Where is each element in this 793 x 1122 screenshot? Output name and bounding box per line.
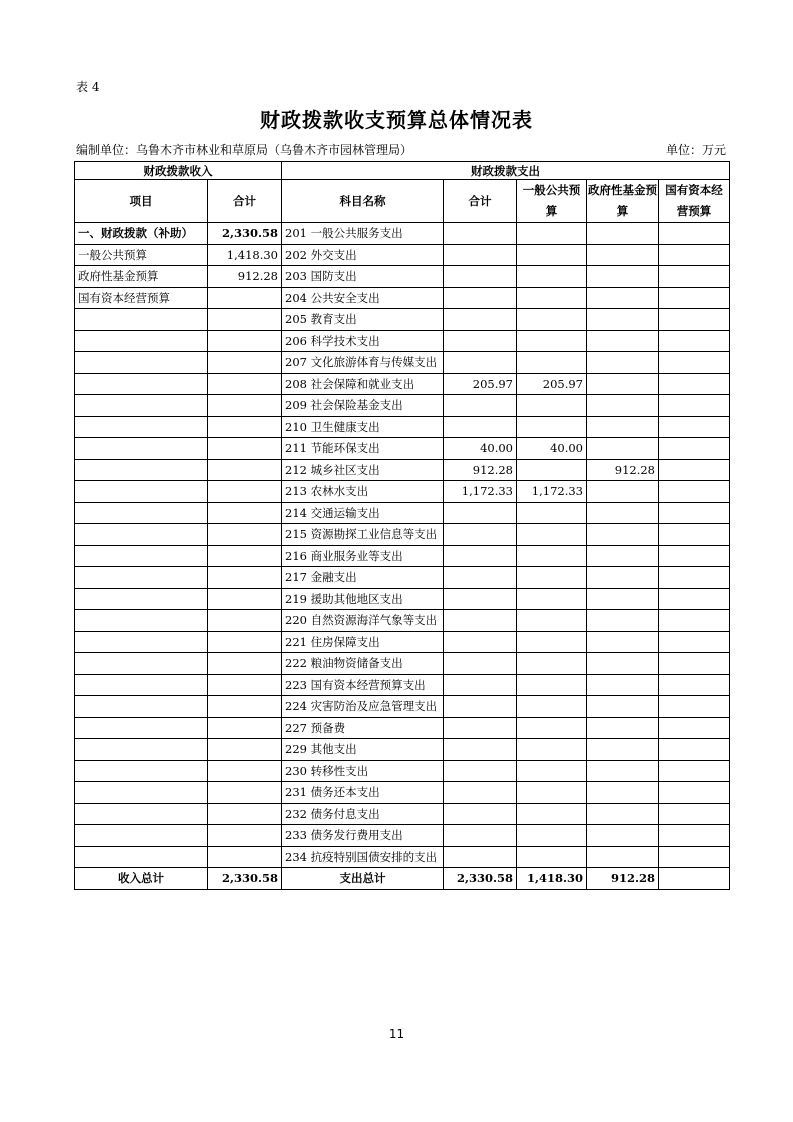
general-budget-cell [517,244,587,266]
table-row [75,717,730,739]
gov-fund-cell [587,266,659,288]
gov-fund-cell [587,567,659,589]
subject-cell: 216 商业服务业等支出 [282,545,444,567]
state-capital-cell [659,631,730,653]
gov-fund-cell [587,438,659,460]
item-amount-cell [208,782,282,804]
expense-total-cell: 205.97 [444,373,517,395]
state-capital-cell [659,266,730,288]
header-row-group [75,162,730,180]
table-row [75,631,730,653]
state-capital-cell [659,330,730,352]
subject-cell: 221 住房保障支出 [282,631,444,653]
subject-cell: 208 社会保障和就业支出 [282,373,444,395]
subject-cell: 202 外交支出 [282,244,444,266]
gov-fund-cell [587,545,659,567]
item-cell [75,782,208,804]
table-row [75,373,730,395]
general-budget-cell [517,223,587,245]
state-capital-cell [659,588,730,610]
state-capital-cell [659,438,730,460]
income-group-header: 财政拨款收入 [75,162,282,180]
state-capital-cell [659,653,730,675]
gov-fund-cell [587,395,659,417]
expense-total-cell [444,502,517,524]
subject-cell: 229 其他支出 [282,739,444,761]
subject-cell: 219 援助其他地区支出 [282,588,444,610]
item-amount-cell [208,373,282,395]
expense-total-cell: 912.28 [444,459,517,481]
item-amount-cell [208,653,282,675]
expense-total-cell [444,287,517,309]
table-row [75,545,730,567]
general-budget-cell: 40.00 [517,438,587,460]
state-capital-cell [659,567,730,589]
gov-fund-cell [587,653,659,675]
general-budget-cell [517,309,587,331]
expense-total-cell [444,803,517,825]
subject-cell: 213 农林水支出 [282,481,444,503]
expense-total-cell: 1,172.33 [444,481,517,503]
expense-total-cell [444,330,517,352]
general-budget-total: 1,418.30 [517,868,587,890]
expense-total-cell [444,674,517,696]
general-budget-cell [517,846,587,868]
table-row [75,459,730,481]
general-budget-cell [517,717,587,739]
table-row [75,653,730,675]
state-capital-cell [659,287,730,309]
state-capital-total [659,868,730,890]
item-cell [75,610,208,632]
expense-total-cell [444,760,517,782]
table-row [75,266,730,288]
state-capital-cell [659,739,730,761]
item-amount-cell [208,717,282,739]
item-cell: 国有资本经营预算 [75,287,208,309]
item-amount-cell [208,416,282,438]
general-budget-cell [517,803,587,825]
item-cell [75,373,208,395]
item-cell [75,588,208,610]
state-capital-cell [659,760,730,782]
state-capital-cell [659,481,730,503]
unit-line [76,141,726,158]
item-cell [75,309,208,331]
general-budget-cell [517,696,587,718]
item-amount-cell [208,567,282,589]
item-amount-cell [208,803,282,825]
general-budget-cell [517,631,587,653]
general-budget-cell [517,760,587,782]
item-cell: 一、财政拨款（补助） [75,223,208,245]
expense-total-header: 合计 [444,180,517,223]
unit-label: 单位：万元 [665,143,726,157]
expense-group-header: 财政拨款支出 [282,162,730,180]
gov-fund-total: 912.28 [587,868,659,890]
general-budget-cell [517,459,587,481]
table-row [75,438,730,460]
table-row [75,739,730,761]
subject-cell: 231 债务还本支出 [282,782,444,804]
expense-total-cell [444,717,517,739]
table-row [75,588,730,610]
general-budget-cell [517,416,587,438]
gov-fund-cell [587,825,659,847]
general-budget-cell [517,352,587,374]
item-amount-cell [208,760,282,782]
subject-cell: 207 文化旅游体育与传媒支出 [282,352,444,374]
gov-fund-cell [587,481,659,503]
subject-cell: 222 粮油物资储备支出 [282,653,444,675]
expense-total-cell [444,524,517,546]
expense-total-cell [444,244,517,266]
subject-cell: 211 节能环保支出 [282,438,444,460]
expense-total-cell [444,223,517,245]
state-capital-cell [659,782,730,804]
general-budget-cell [517,502,587,524]
subject-cell: 206 科学技术支出 [282,330,444,352]
table-row [75,330,730,352]
table-row [75,524,730,546]
general-budget-cell: 205.97 [517,373,587,395]
item-cell [75,631,208,653]
expense-total-cell [444,309,517,331]
gov-fund-cell [587,739,659,761]
table-row [75,352,730,374]
general-budget-cell [517,674,587,696]
gov-fund-cell [587,352,659,374]
item-amount-cell [208,739,282,761]
general-budget-cell [517,545,587,567]
subject-cell: 230 转移性支出 [282,760,444,782]
general-budget-cell [517,287,587,309]
general-budget-cell [517,395,587,417]
state-capital-cell [659,674,730,696]
state-capital-cell [659,846,730,868]
gov-fund-cell [587,373,659,395]
page-title: 财政拨款收支预算总体情况表 [260,108,533,132]
expense-total-cell [444,352,517,374]
gov-fund-header: 政府性基金预算 [587,180,659,223]
table-body [75,162,730,890]
subject-cell: 215 资源勘探工业信息等支出 [282,524,444,546]
income-total-header: 合计 [208,180,282,223]
item-cell [75,352,208,374]
expense-total-cell [444,266,517,288]
state-capital-cell [659,717,730,739]
gov-fund-cell [587,588,659,610]
item-cell [75,481,208,503]
item-cell [75,395,208,417]
expense-total-cell [444,395,517,417]
general-budget-cell [517,567,587,589]
item-amount-cell [208,545,282,567]
subject-cell: 205 教育支出 [282,309,444,331]
table-row [75,309,730,331]
item-cell [75,846,208,868]
subject-cell: 223 国有资本经营预算支出 [282,674,444,696]
item-cell [75,524,208,546]
totals-row [75,868,730,890]
item-cell [75,567,208,589]
subject-cell: 234 抗疫特别国债安排的支出 [282,846,444,868]
item-amount-cell [208,352,282,374]
gov-fund-cell: 912.28 [587,459,659,481]
expense-total-cell [444,545,517,567]
item-amount-cell [208,696,282,718]
item-amount-cell [208,438,282,460]
page-number: 11 [388,1027,405,1041]
item-cell [75,674,208,696]
general-budget-cell [517,330,587,352]
item-cell: 一般公共预算 [75,244,208,266]
table-row [75,395,730,417]
subject-cell: 227 预备费 [282,717,444,739]
item-cell [75,653,208,675]
table-row [75,481,730,503]
state-capital-cell [659,825,730,847]
gov-fund-cell [587,760,659,782]
subject-cell: 203 国防支出 [282,266,444,288]
state-capital-cell [659,395,730,417]
general-budget-cell [517,610,587,632]
header-row-columns [75,180,730,223]
item-cell [75,717,208,739]
subject-cell: 224 灾害防治及应急管理支出 [282,696,444,718]
expense-total-cell [444,588,517,610]
gov-fund-cell [587,674,659,696]
item-header: 项目 [75,180,208,223]
expense-total-cell [444,825,517,847]
item-amount-cell [208,610,282,632]
table-row [75,782,730,804]
subject-cell: 204 公共安全支出 [282,287,444,309]
general-budget-cell [517,653,587,675]
general-budget-header: 一般公共预算 [517,180,587,223]
state-capital-cell [659,610,730,632]
budget-table [74,161,730,890]
general-budget-cell [517,524,587,546]
subject-cell: 220 自然资源海洋气象等支出 [282,610,444,632]
state-capital-cell [659,416,730,438]
item-cell [75,760,208,782]
table-row [75,287,730,309]
table-row [75,502,730,524]
subject-cell: 217 金融支出 [282,567,444,589]
item-cell: 政府性基金预算 [75,266,208,288]
gov-fund-cell [587,287,659,309]
item-amount-cell [208,588,282,610]
gov-fund-cell [587,244,659,266]
subject-cell: 212 城乡社区支出 [282,459,444,481]
item-cell [75,696,208,718]
item-amount-cell [208,309,282,331]
state-capital-cell [659,545,730,567]
table-row [75,760,730,782]
state-capital-cell [659,524,730,546]
subject-cell: 201 一般公共服务支出 [282,223,444,245]
subject-header: 科目名称 [282,180,444,223]
table-row [75,567,730,589]
income-total-amount: 2,330.58 [208,868,282,890]
item-cell [75,416,208,438]
general-budget-cell [517,588,587,610]
income-total-label: 收入总计 [75,868,208,890]
expense-total-cell [444,416,517,438]
item-cell [75,825,208,847]
subject-cell: 232 债务付息支出 [282,803,444,825]
gov-fund-cell [587,803,659,825]
gov-fund-cell [587,309,659,331]
expense-total-cell [444,846,517,868]
state-capital-cell [659,352,730,374]
item-amount-cell [208,459,282,481]
item-cell [75,739,208,761]
item-amount-cell [208,631,282,653]
gov-fund-cell [587,223,659,245]
table-row [75,244,730,266]
table-row [75,825,730,847]
expense-total-label: 支出总计 [282,868,444,890]
item-amount-cell [208,481,282,503]
general-budget-cell: 1,172.33 [517,481,587,503]
gov-fund-cell [587,631,659,653]
general-budget-cell [517,782,587,804]
item-cell [75,330,208,352]
table-row [75,610,730,632]
item-amount-cell: 1,418.30 [208,244,282,266]
state-capital-cell [659,373,730,395]
table-row [75,696,730,718]
gov-fund-cell [587,524,659,546]
item-amount-cell [208,524,282,546]
gov-fund-cell [587,330,659,352]
table-row [75,674,730,696]
subject-cell: 214 交通运输支出 [282,502,444,524]
expense-total-cell [444,696,517,718]
item-amount-cell [208,330,282,352]
gov-fund-cell [587,610,659,632]
table-row [75,803,730,825]
expense-total-cell [444,739,517,761]
gov-fund-cell [587,696,659,718]
item-cell [75,545,208,567]
gov-fund-cell [587,846,659,868]
state-capital-cell [659,223,730,245]
state-capital-cell [659,244,730,266]
general-budget-cell [517,266,587,288]
state-capital-cell [659,502,730,524]
item-amount-cell [208,395,282,417]
organization-label: 编制单位：乌鲁木齐市林业和草原局（乌鲁木齐市园林管理局） [76,143,413,157]
item-amount-cell [208,502,282,524]
table-label: 表 4 [76,80,100,94]
state-capital-cell [659,459,730,481]
item-cell [75,438,208,460]
expense-total-cell [444,567,517,589]
subject-cell: 233 债务发行费用支出 [282,825,444,847]
expense-total-cell [444,782,517,804]
state-capital-cell [659,309,730,331]
item-amount-cell [208,287,282,309]
subject-cell: 209 社会保险基金支出 [282,395,444,417]
gov-fund-cell [587,717,659,739]
expense-total-cell: 40.00 [444,438,517,460]
state-capital-header: 国有资本经营预算 [659,180,730,223]
gov-fund-cell [587,502,659,524]
item-cell [75,803,208,825]
item-amount-cell: 2,330.58 [208,223,282,245]
item-amount-cell [208,846,282,868]
expense-total-cell [444,653,517,675]
general-budget-cell [517,825,587,847]
expense-total-amount: 2,330.58 [444,868,517,890]
item-amount-cell [208,674,282,696]
subject-cell: 210 卫生健康支出 [282,416,444,438]
item-amount-cell [208,825,282,847]
state-capital-cell [659,803,730,825]
expense-total-cell [444,631,517,653]
state-capital-cell [659,696,730,718]
gov-fund-cell [587,782,659,804]
table-row [75,416,730,438]
expense-total-cell [444,610,517,632]
item-cell [75,459,208,481]
item-cell [75,502,208,524]
general-budget-cell [517,739,587,761]
table-row [75,223,730,245]
gov-fund-cell [587,416,659,438]
item-amount-cell: 912.28 [208,266,282,288]
table-row [75,846,730,868]
